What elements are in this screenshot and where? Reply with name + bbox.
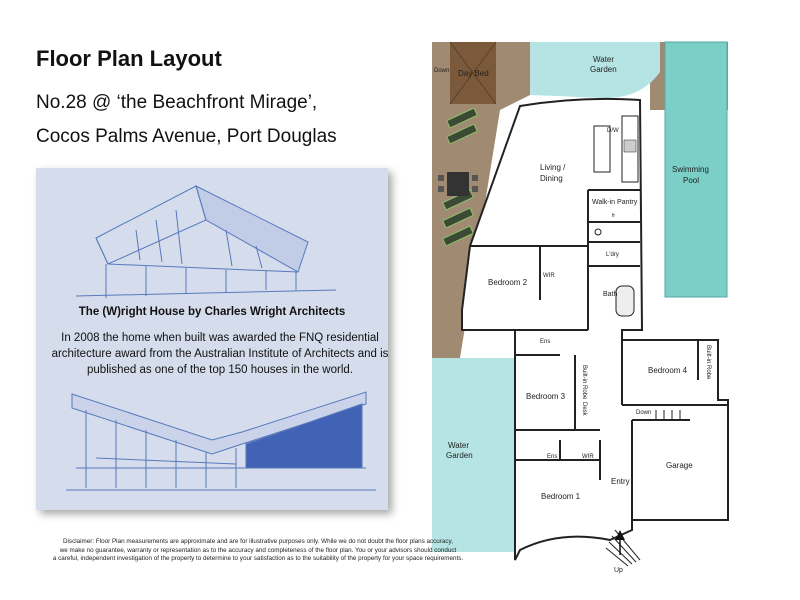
- dining-label: Dining: [540, 174, 563, 183]
- desk-label: Desk: [581, 402, 587, 416]
- laundry-label: L'dry: [606, 252, 619, 258]
- entry-label: Entry: [611, 477, 630, 486]
- living-label: Living /: [540, 163, 566, 172]
- up-label: Up: [614, 567, 623, 574]
- feature-body: In 2008 the home when built was awarded the FNQ residential architecture award from the Australian Institute of Architects and is published as one of the top 150 houses in the world.: [51, 332, 389, 376]
- bath-label: Bath: [603, 291, 618, 298]
- fridge-label: fr: [612, 213, 616, 219]
- down-label-mid: Down: [636, 410, 652, 416]
- address-line-2: Cocos Palms Avenue, Port Douglas: [36, 126, 337, 147]
- disclaimer: [18, 538, 498, 564]
- feature-heading: The (W)right House by Charles Wright Architects: [78, 306, 346, 318]
- page-title: Floor Plan Layout: [36, 46, 222, 71]
- ensuite-1-label: Ens: [540, 339, 551, 345]
- walk-in-pantry-label: Walk-in Pantry: [592, 199, 638, 206]
- bedroom-2-label: Bedroom 2: [488, 278, 528, 287]
- disclaimer-line-3: a careful, independent investigation of the property to determine to your satisfaction as to the suitability of the property for your space requirements.: [52, 555, 464, 563]
- built-in-robe-label: Built-in Robe: [581, 365, 587, 400]
- pool-label: Pool: [683, 176, 700, 185]
- water-garden-left-label: Water: [448, 441, 470, 450]
- water-garden-top-label: Water: [593, 55, 615, 64]
- ensuite-2-label: Ens: [547, 454, 558, 460]
- dishwasher-label: D/W: [607, 128, 619, 134]
- water-garden-left: [432, 358, 515, 552]
- garage-label: Garage: [666, 461, 693, 470]
- built-in-robe-2-label: Built-in Robe: [705, 345, 711, 380]
- bedroom-4-label: Bedroom 4: [648, 366, 688, 375]
- swimming-label: Swimming: [672, 165, 709, 174]
- disclaimer-line-1: Disclaimer: Floor Plan measurements are approximate and are for illustrative purposes only. While we do not doubt the floor plans accuracy,: [62, 538, 453, 545]
- bedroom-3-label: Bedroom 3: [526, 392, 566, 401]
- down-label-top: Down: [434, 68, 450, 74]
- wir-bottom-label: WIR: [582, 454, 594, 460]
- wir-top-label: WIR: [543, 273, 555, 279]
- bedroom-1-label: Bedroom 1: [541, 492, 581, 501]
- water-garden-top-label-2: Garden: [590, 65, 617, 74]
- address-line-1: No.28 @ ‘the Beachfront Mirage’,: [36, 92, 318, 113]
- day-bed-label: Day Bed: [458, 69, 489, 78]
- disclaimer-line-2: we make no guarantee, warranty or representation as to the accuracy and completeness of the floor plan. You or your advisors should conduct: [59, 546, 457, 554]
- water-garden-left-label-2: Garden: [446, 451, 473, 460]
